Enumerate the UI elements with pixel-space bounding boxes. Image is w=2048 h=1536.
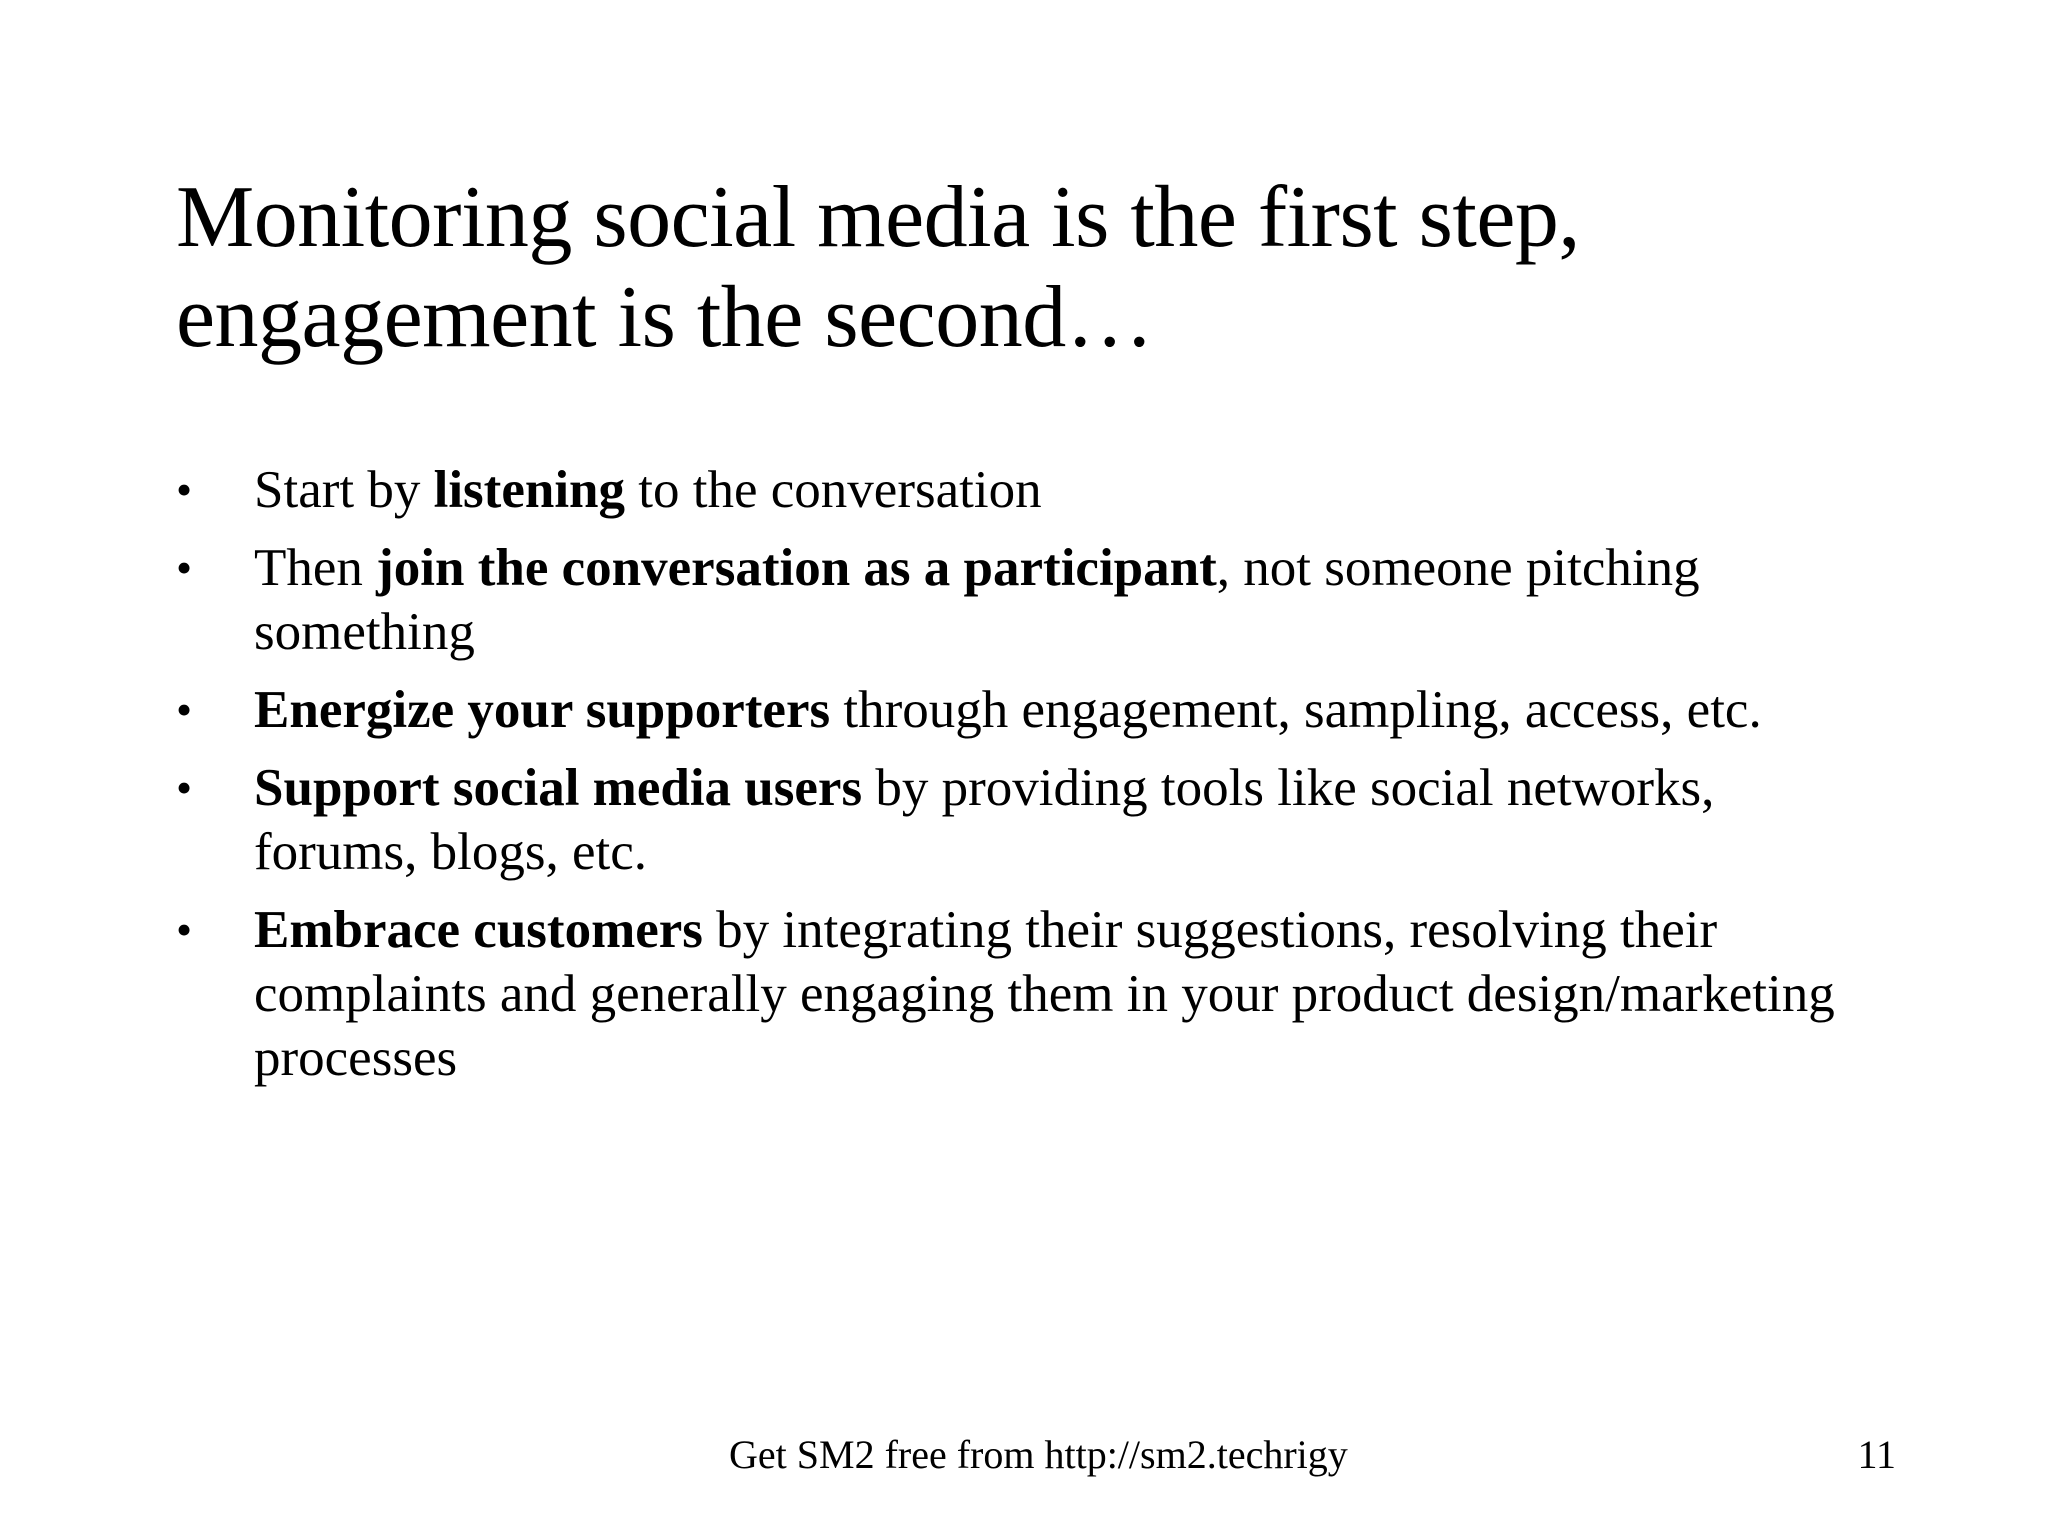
bullet-item-listening [176, 458, 1876, 522]
slide-title [176, 168, 1936, 368]
slide-footer [0, 1425, 2048, 1485]
bullet-icon: • [176, 904, 193, 955]
bullet-icon: • [176, 684, 193, 735]
page-number: 11 [1857, 1432, 1896, 1477]
bullet-item-energize-supporters [176, 678, 1876, 742]
slide-title-line-2: engagement is the second… [176, 269, 1154, 366]
bullet-text-post: through engagement, sampling, access, etc. [830, 681, 1762, 739]
bullet-text-pre: Start by [254, 461, 434, 519]
bullet-item-support-users [176, 756, 1876, 884]
bullet-text-post: , not someone pitching something [254, 539, 1700, 661]
bullet-icon: • [176, 762, 193, 813]
bullet-icon: • [176, 464, 193, 515]
bullet-text-bold: listening [433, 461, 626, 519]
bullet-text-post: by integrating their suggestions, resolving their complaints and generally engaging them in your product design/marketing processes [254, 901, 1835, 1087]
bullet-item-embrace-customers [176, 898, 1876, 1090]
bullet-text-post: to the conversation [625, 461, 1042, 519]
bullet-text-pre: Then [254, 539, 377, 597]
bullet-text-bold: Energize your supporters [254, 681, 831, 739]
footer-text: Get SM2 free from http://sm2.techrigy [729, 1432, 1348, 1477]
bullet-text-bold: Embrace customers [254, 901, 703, 959]
bullet-text-bold: join the conversation as a participant [376, 539, 1217, 597]
bullet-item-join-conversation [176, 536, 1876, 664]
slide-title-line-1: Monitoring social media is the first step, [176, 169, 1580, 266]
bullet-icon: • [176, 542, 193, 593]
bullet-text-bold: Support social media users [254, 759, 863, 817]
bullet-list [176, 458, 1876, 1104]
bullet-text-post: by providing tools like social networks, forums, blogs, etc. [254, 759, 1715, 881]
